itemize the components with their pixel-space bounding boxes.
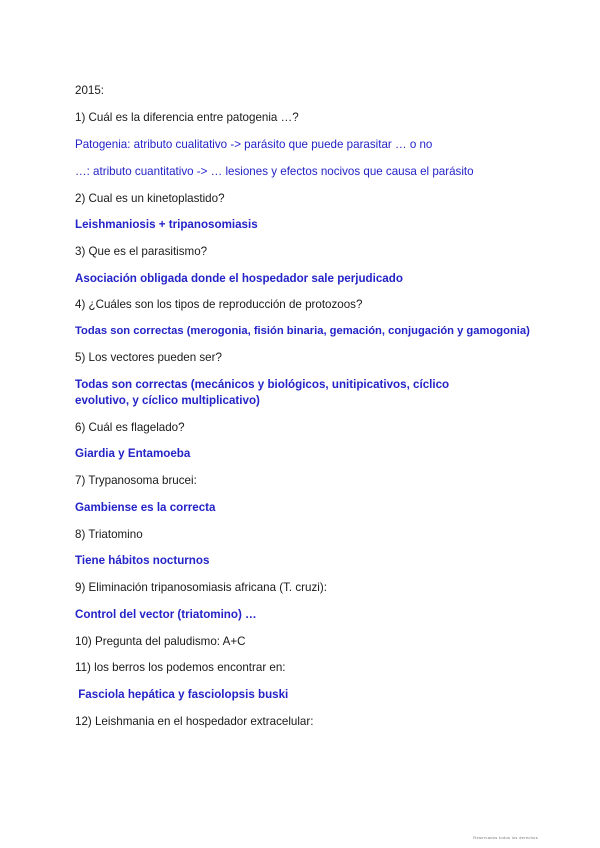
footer-rights-notice: Reservados todos los derechos (473, 835, 538, 840)
question-1: 1) Cuál es la diferencia entre patogenia …? (75, 111, 299, 124)
year-heading: 2015: (75, 84, 105, 97)
question-8: 8) Triatomino (75, 528, 143, 541)
question-7: 7) Trypanosoma brucei: (75, 474, 197, 487)
answer-9: Control del vector (triatomino) … (75, 608, 257, 621)
question-3: 3) Que es el parasitismo? (75, 245, 208, 258)
answer-4: Todas son correctas (merogonia, fisión binaria, gemación, conjugación y gamogonia) (75, 325, 530, 337)
question-4: 4) ¿Cuáles son los tipos de reproducción de protozoos? (75, 298, 363, 311)
question-6: 6) Cuál es flagelado? (75, 421, 185, 434)
answer-8: Tiene hábitos nocturnos (75, 554, 210, 567)
answer-6: Giardia y Entamoeba (75, 447, 191, 460)
answer-5: Todas son correctas (mecánicos y biológicos, unitipicativos, cíclico evolutivo, y cíclico multiplicativo) (75, 378, 450, 407)
answer-7: Gambiense es la correcta (75, 501, 216, 514)
answer-11: Fasciola hepática y fasciolopsis buski (75, 688, 289, 701)
answer-1-line-1: Patogenia: atributo cualitativo -> parásito que puede parasitar … o no (75, 138, 433, 151)
question-12: 12) Leishmania en el hospedador extracelular: (75, 715, 314, 728)
question-9: 9) Eliminación tripanosomiasis africana (T. cruzi): (75, 581, 327, 594)
question-10: 10) Pregunta del paludismo: A+C (75, 635, 246, 648)
answer-3: Asociación obligada donde el hospedador sale perjudicado (75, 272, 403, 285)
question-2: 2) Cual es un kinetoplastido? (75, 192, 225, 205)
answer-1-line-2: …: atributo cuantitativo -> … lesiones y efectos nocivos que causa el parásito (75, 165, 474, 178)
question-11: 11) los berros los podemos encontrar en: (75, 661, 286, 674)
question-5: 5) Los vectores pueden ser? (75, 351, 222, 364)
answer-2: Leishmaniosis + tripanosomiasis (75, 218, 258, 231)
